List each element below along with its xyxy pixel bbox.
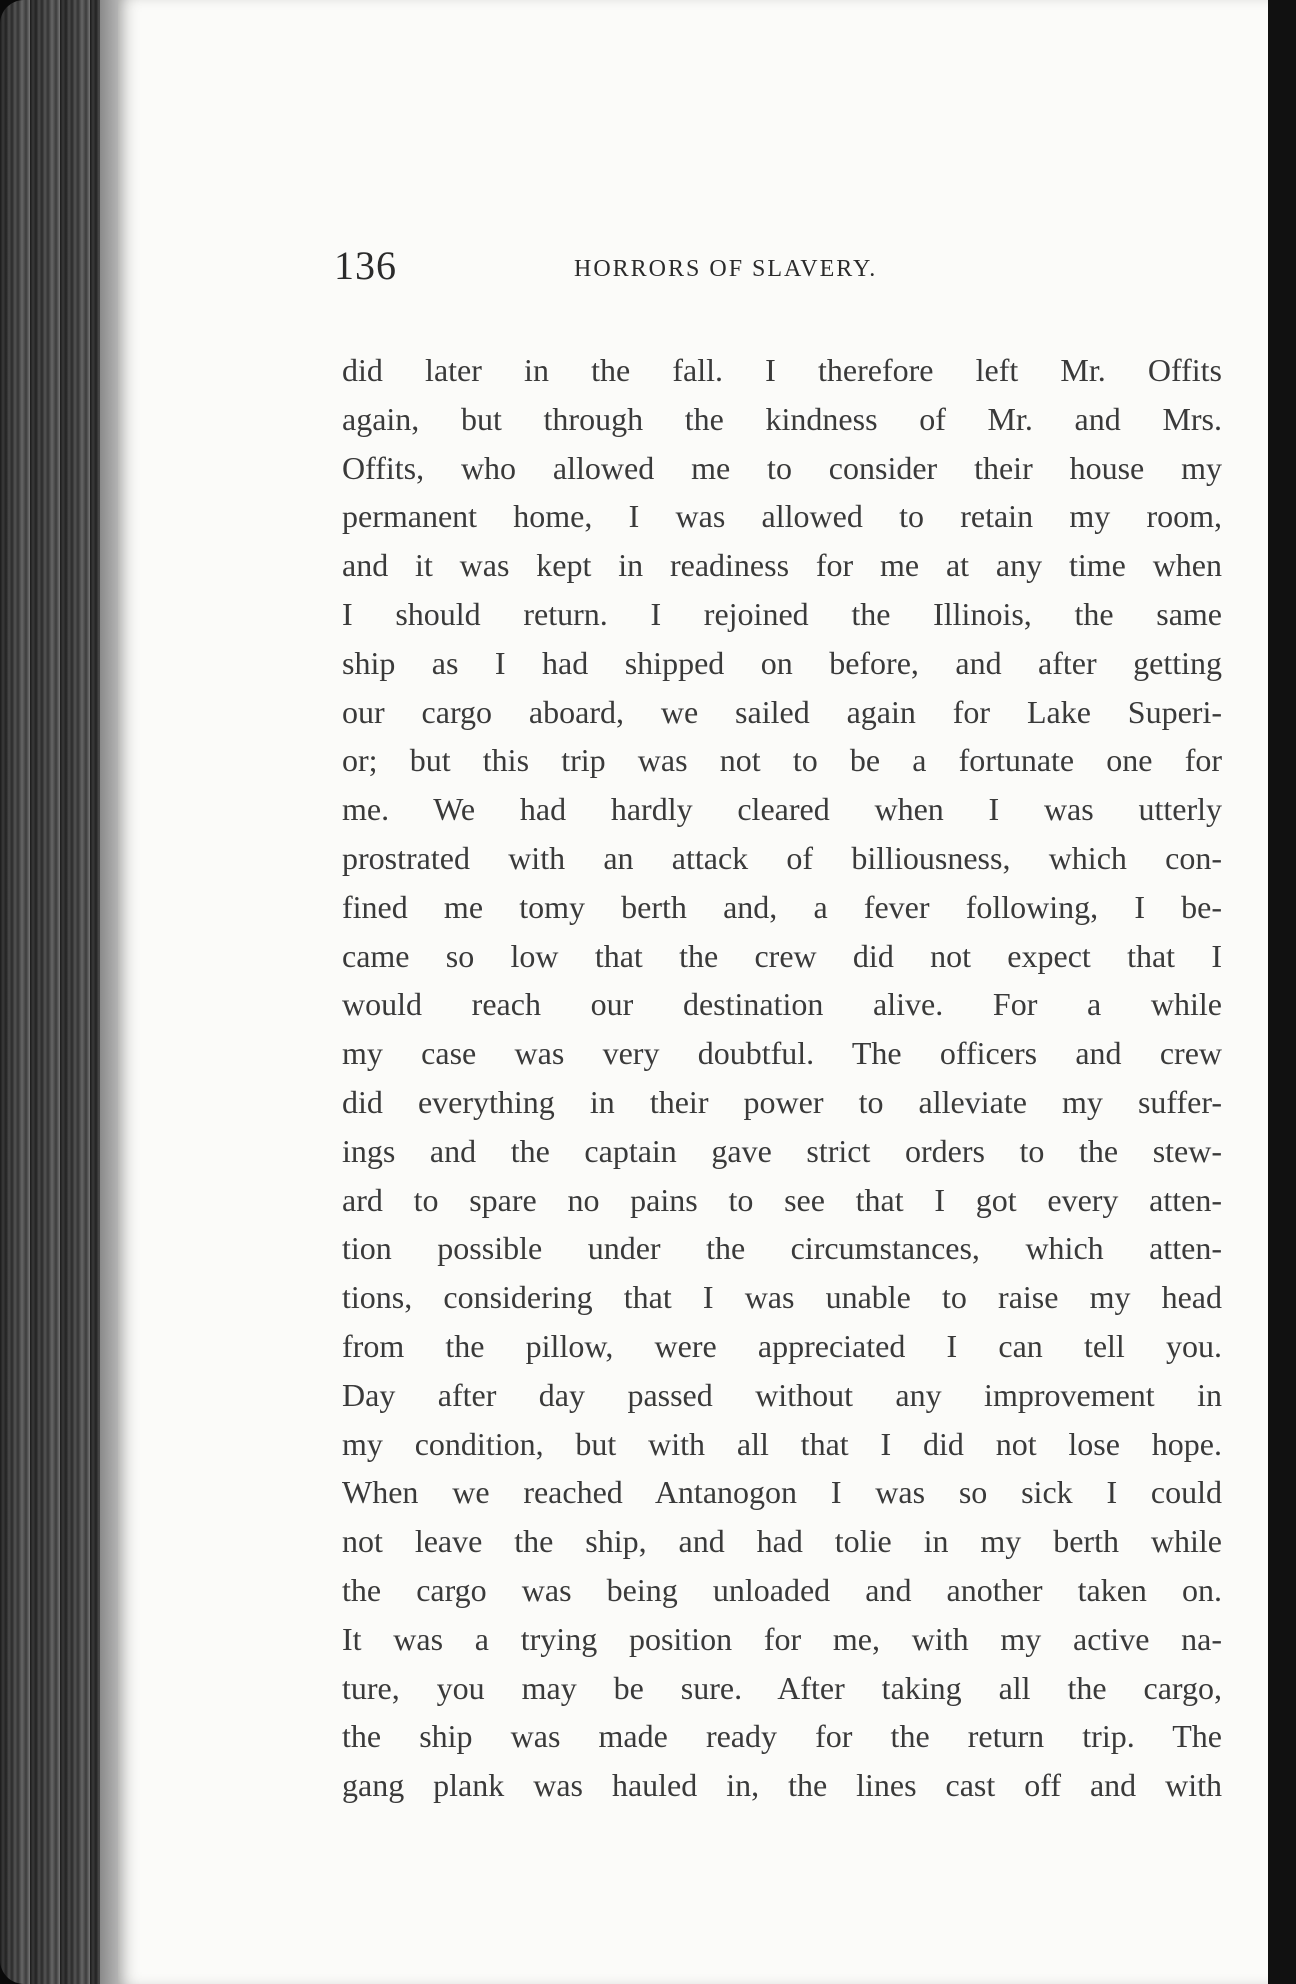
text-line: tions, considering that I was unable to raise my head — [342, 1279, 1222, 1316]
text-line: would reach our destination alive. For a while — [342, 986, 1222, 1023]
text-line: the cargo was being unloaded and another taken on. — [342, 1571, 1222, 1608]
text-line: I should return. I rejoined the Illinois, the same — [342, 595, 1222, 632]
text-line: my case was very doubtful. The officers and crew — [342, 1035, 1222, 1072]
text-line: When we reached Antanogon I was so sick I could — [342, 1474, 1222, 1511]
text-line: It was a trying position for me, with my active na- — [342, 1620, 1222, 1657]
book-page-edge — [0, 0, 130, 1984]
text-line: ings and the captain gave strict orders to the stew- — [342, 1132, 1222, 1169]
text-line: again, but through the kindness of Mr. and Mrs. — [342, 400, 1222, 437]
text-line: Day after day passed without any improvement in — [342, 1376, 1222, 1413]
text-line: not leave the ship, and had tolie in my berth while — [342, 1523, 1222, 1560]
text-line: Offits, who allowed me to consider their house my — [342, 449, 1222, 486]
text-line: ture, you may be sure. After taking all the cargo, — [342, 1669, 1222, 1706]
text-line: me. We had hardly cleared when I was utterly — [342, 791, 1222, 828]
text-line: my condition, but with all that I did not lose hope. — [342, 1425, 1222, 1462]
text-line: did everything in their power to alleviate my suffer- — [342, 1083, 1222, 1120]
text-line: came so low that the crew did not expect that I — [342, 937, 1222, 974]
text-line: ard to spare no pains to see that I got every atten- — [342, 1181, 1222, 1218]
text-line: from the pillow, were appreciated I can tell you. — [342, 1327, 1222, 1364]
text-line: permanent home, I was allowed to retain my room, — [342, 498, 1222, 535]
text-line: our cargo aboard, we sailed again for Lake Superi- — [342, 693, 1222, 730]
right-scan-border — [1268, 0, 1296, 1984]
text-line: tion possible under the circumstances, which atten- — [342, 1230, 1222, 1267]
book-title: HORRORS OF SLAVERY. — [574, 256, 878, 282]
text-line: prostrated with an attack of billiousness, which con- — [342, 839, 1222, 876]
text-line: or; but this trip was not to be a fortunate one for — [342, 742, 1222, 779]
running-head — [334, 242, 994, 292]
text-line: ship as I had shipped on before, and after getting — [342, 644, 1222, 681]
page-number: 136 — [334, 243, 397, 288]
text-line: fined me tomy berth and, a fever following, I be- — [342, 888, 1222, 925]
text-line: gang plank was hauled in, the lines cast off and with — [342, 1767, 1222, 1804]
text-line: and it was kept in readiness for me at any time when — [342, 547, 1222, 584]
text-line: the ship was made ready for the return trip. The — [342, 1718, 1222, 1755]
body-text — [342, 346, 1222, 1810]
text-line: did later in the fall. I therefore left Mr. Offits — [342, 352, 1222, 388]
